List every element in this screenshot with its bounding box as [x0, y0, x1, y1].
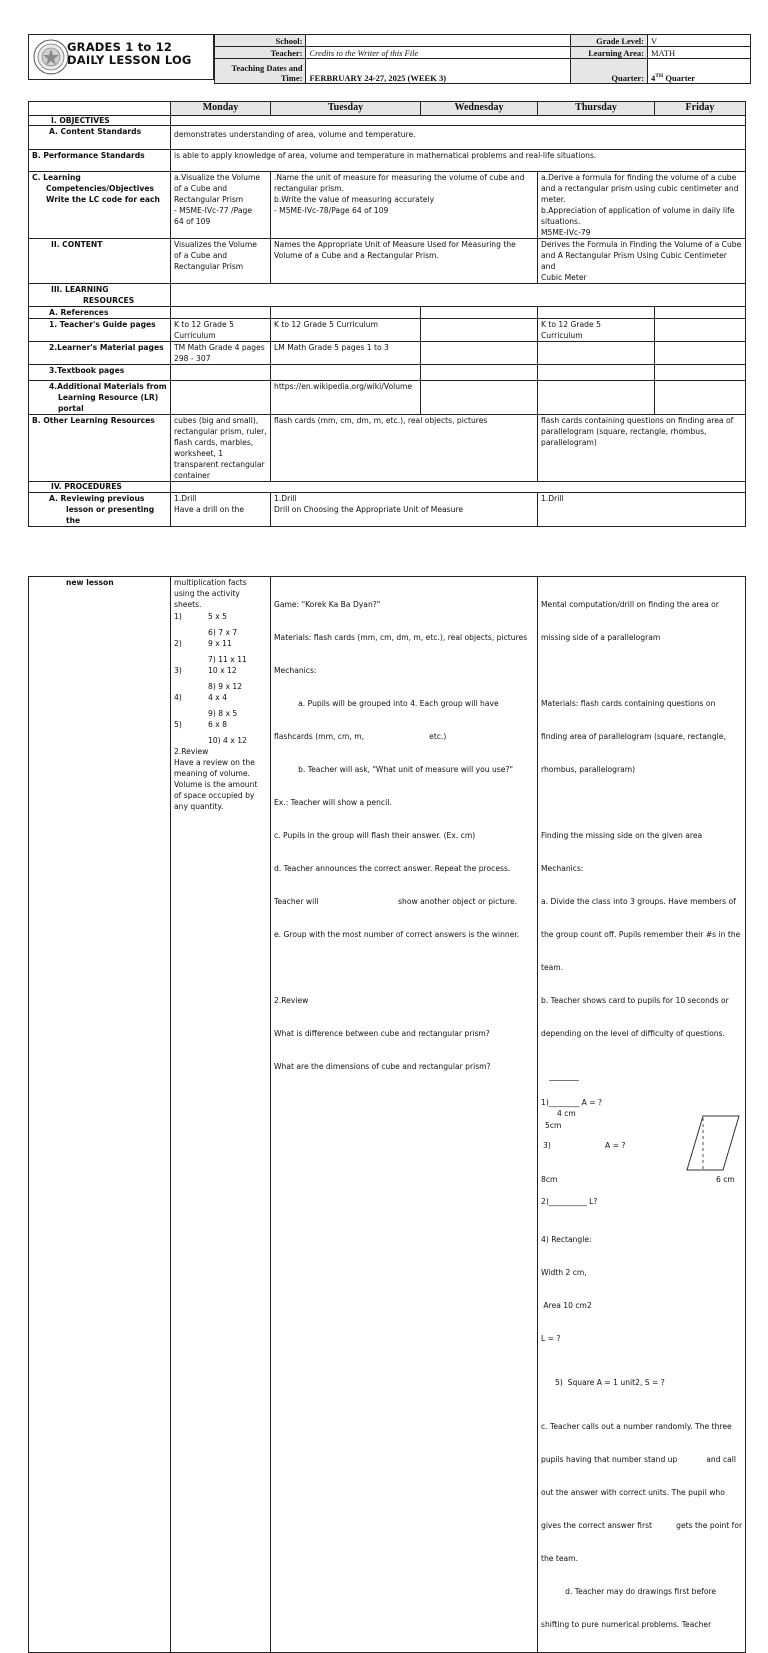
quarter-number: 4 [651, 73, 656, 83]
text-line: flashcards (mm, cm, m, etc.) [274, 732, 447, 741]
square-figure-top [549, 1080, 579, 1081]
text-line: Rectangular Prism [174, 195, 244, 204]
text-line: lesson or presenting the [66, 505, 155, 525]
cell [655, 342, 746, 365]
text-line: rectangular prism. [274, 184, 344, 193]
parallelogram-figure [685, 1114, 741, 1172]
text-line: a. Pupils will be grouped into 4. Each group will have [274, 699, 499, 708]
fact-expression: 4 x 4 [208, 693, 227, 702]
text-line [541, 665, 742, 676]
day-tuesday: Tuesday [271, 102, 421, 116]
text-line: 4.Additional Materials from [49, 382, 167, 391]
cell [271, 365, 421, 381]
learners-material-monday [171, 342, 271, 365]
fact-number: 1) [174, 612, 182, 621]
other-resources-tuesday: flash cards (mm, cm, dm, m, etc.), real objects, pictures [271, 415, 538, 482]
text-line: A. Reviewing previous [49, 494, 145, 503]
day-monday: Monday [171, 102, 271, 116]
fact-item [174, 692, 267, 703]
text-line: Width 2 cm, [541, 1268, 587, 1277]
lesson-log-table-continued [28, 576, 746, 1653]
content-thursday [538, 239, 746, 284]
area-figures [541, 1072, 742, 1212]
text-line: team. [541, 963, 564, 972]
fact-item [174, 719, 267, 730]
text-line: gives the correct answer first gets the point for [541, 1521, 743, 1530]
question-1-side: 4 cm [557, 1109, 576, 1118]
objectives-cell [171, 116, 746, 126]
quarter-word: Quarter [663, 73, 696, 83]
text-line: Mechanics: [274, 666, 317, 675]
text-line: 1.Drill [274, 494, 297, 503]
fact-item: 8) 9 x 12 [208, 682, 243, 691]
text-line: 2.Review [274, 996, 309, 1005]
text-line: portal [58, 404, 84, 413]
cell [421, 381, 538, 415]
text-line: c. Teacher calls out a number randomly. The three [541, 1422, 732, 1431]
text-line: worksheet, 1 [174, 449, 224, 458]
procedures-cell [171, 482, 746, 493]
corner-cell [29, 102, 171, 116]
question-1-base: 5cm [545, 1121, 562, 1130]
text-line: situations. [541, 217, 581, 226]
learners-material-label: 2.Learner's Material pages [29, 342, 171, 365]
cell [538, 307, 655, 319]
text-line: Ex.: Teacher will show a pencil. [274, 798, 392, 807]
text-line: Have a review on the [174, 758, 255, 767]
cell [421, 307, 538, 319]
dll-title-box [28, 34, 214, 80]
text-line: Area 10 cm2 [541, 1301, 592, 1310]
competencies-label [29, 172, 171, 239]
content-tuesday [271, 239, 538, 284]
text-line: Names the Appropriate Unit of Measure Used for Measuring the [274, 240, 516, 249]
text-line: Curriculum [174, 331, 216, 340]
text-line [541, 797, 742, 808]
fact-expression: 6 x 8 [208, 720, 227, 729]
text-line: parallelogram) [541, 438, 597, 447]
text-line: Have a drill on the [174, 505, 245, 514]
fact-expression: 10 x 12 [208, 666, 237, 675]
teaching-dates-label-2: Time: [280, 73, 303, 83]
multiplication-facts-list [174, 611, 267, 746]
text-line: pupils having that number stand up and call [541, 1455, 737, 1464]
text-line: b.Appreciation of application of volume in daily life [541, 206, 735, 215]
text-line: Finding the missing side on the given area [541, 831, 703, 840]
text-line: 298 - 307 [174, 354, 211, 363]
text-line: TM Math Grade 4 pages [174, 343, 265, 352]
other-resources-thursday [538, 415, 746, 482]
text-line [274, 962, 534, 973]
text-line: Cubic Meter [541, 273, 587, 282]
text-line: using the activity [174, 589, 240, 598]
teachers-guide-thursday [538, 319, 655, 342]
learning-resources-label [29, 284, 171, 307]
new-lesson-monday [171, 577, 271, 1653]
cell [421, 365, 538, 381]
quarter-value [648, 59, 751, 84]
text-line: 2.Review [174, 747, 209, 756]
day-friday: Friday [655, 102, 746, 116]
new-lesson-label: new lesson [29, 577, 171, 1653]
question-3: 3) [543, 1141, 551, 1150]
question-1: 1)________ A = ? [541, 1098, 602, 1107]
learning-area-label: Learning Area: [570, 47, 647, 59]
learners-material-tuesday: LM Math Grade 5 pages 1 to 3 [271, 342, 421, 365]
text-line: cubes (big and small), [174, 416, 259, 425]
text-line: flash cards, marbles, [174, 438, 254, 447]
fact-item [174, 665, 267, 676]
text-line: RESOURCES [83, 296, 135, 305]
text-line: Volume of a Cube and a Rectangular Prism. [274, 251, 439, 260]
fact-item: 10) 4 x 12 [208, 736, 247, 745]
objectives-label: I. OBJECTIVES [29, 116, 171, 126]
header-info-table [214, 34, 751, 84]
teacher-label: Teacher: [215, 47, 306, 59]
text-line: rectangular prism, ruler, [174, 427, 267, 436]
competencies-label-1: C. Learning [32, 173, 81, 182]
text-line: container [174, 471, 210, 480]
text-line: What is difference between cube and rectangular prism? [274, 1029, 490, 1038]
text-line: Derives the Formula in Finding the Volume of a Cube [541, 240, 742, 249]
text-line: a.Derive a formula for finding the volume of a cube [541, 173, 737, 182]
fact-expression: 9 x 11 [208, 639, 232, 648]
text-line: a.Visualize the Volume [174, 173, 261, 182]
learning-resources-cell [171, 284, 746, 307]
text-line: b. Teacher shows card to pupils for 10 seconds or [541, 996, 729, 1005]
fact-number: 3) [174, 666, 182, 675]
new-lesson-tuesday [271, 577, 538, 1653]
text-line: transparent rectangular [174, 460, 265, 469]
fact-number: 4) [174, 693, 182, 702]
text-line: Teacher will show another object or picture. [274, 897, 518, 906]
question-3-height: 6 cm [716, 1175, 735, 1184]
other-resources-monday [171, 415, 271, 482]
text-line: rhombus, parallelogram) [541, 765, 636, 774]
new-lesson-thursday [538, 577, 746, 1653]
day-thursday: Thursday [538, 102, 655, 116]
content-label: II. CONTENT [29, 239, 171, 284]
text-line: III. LEARNING [51, 285, 109, 294]
teaching-dates-label [215, 59, 306, 84]
competencies-thursday [538, 172, 746, 239]
cell [538, 381, 655, 415]
text-line: finding area of parallelogram (square, rectangle, [541, 732, 726, 741]
title-line-1: GRADES 1 to 12 [67, 40, 173, 54]
cell [421, 342, 538, 365]
school-value [306, 35, 570, 47]
text-line: e. Group with the most number of correct answers is the winner. [274, 930, 520, 939]
text-line: Visualizes the Volume [174, 240, 257, 249]
content-standards-label: A. Content Standards [29, 126, 171, 150]
text-line: b. Teacher will ask, "What unit of measure will you use?" [274, 765, 513, 774]
lesson-log-table [28, 101, 746, 527]
text-line: 4) Rectangle: [541, 1235, 592, 1244]
cell [421, 319, 538, 342]
text-line: What are the dimensions of cube and rectangular prism? [274, 1062, 491, 1071]
text-line: and a rectangular prism using cubic centimeter and [541, 184, 739, 193]
deped-seal-icon [33, 39, 69, 75]
text-line: .Name the unit of measure for measuring the volume of cube and [274, 173, 525, 182]
reviewing-monday [171, 493, 271, 527]
quarter-label: Quarter: [570, 59, 647, 84]
procedures-label: IV. PROCEDURES [29, 482, 171, 493]
fact-expression: 5 x 5 [208, 612, 227, 621]
grade-level-value: V [648, 35, 751, 47]
text-line: depending on the level of difficulty of questions. [541, 1029, 725, 1038]
text-line: the group count off. Pupils remember their #s in the [541, 930, 741, 939]
cell [171, 381, 271, 415]
cell [271, 307, 421, 319]
performance-standards-label: B. Performance Standards [29, 150, 171, 172]
dll-title [67, 41, 192, 67]
competencies-monday [171, 172, 271, 239]
learning-area-value: MATH [648, 47, 751, 59]
content-monday [171, 239, 271, 284]
additional-materials-label [29, 381, 171, 415]
fact-item: 6) 7 x 7 [208, 628, 238, 637]
text-line: missing side of a parallelogram [541, 633, 661, 642]
text-line: Mental computation/drill on finding the area or [541, 600, 719, 609]
text-line: a. Divide the class into 3 groups. Have members of [541, 897, 736, 906]
text-line: 5) Square A = 1 unit2, S = ? [555, 1378, 665, 1387]
title-line-2: DAILY LESSON LOG [67, 53, 192, 67]
text-line: - M5ME-IVc-77 /Page [174, 206, 252, 215]
text-line: multiplication facts [174, 578, 247, 587]
text-line: c. Pupils in the group will flash their answer. (Ex. cm) [274, 831, 476, 840]
text-line: of space occupied by [174, 791, 255, 800]
teaching-dates-label-1: Teaching Dates and [231, 63, 303, 73]
text-line: the team. [541, 1554, 578, 1563]
fact-number: 2) [174, 639, 182, 648]
question-3-base: 8cm [541, 1175, 558, 1184]
text-line: - M5ME-IVc-78/Page 64 of 109 [274, 206, 389, 215]
text-line: Materials: flash cards containing questions on [541, 699, 716, 708]
day-wednesday: Wednesday [421, 102, 538, 116]
text-line: meaning of volume. [174, 769, 250, 778]
performance-standards-value: is able to apply knowledge of area, volume and temperature in mathematical problems and real-life situations. [171, 150, 746, 172]
competencies-label-3: Write the LC code for each [46, 195, 160, 204]
fact-item: 7) 11 x 11 [208, 655, 247, 664]
text-line: M5ME-IVc-79 [541, 228, 591, 237]
cell [655, 319, 746, 342]
question-2: 2)__________ L? [541, 1197, 598, 1206]
cell [538, 365, 655, 381]
reviewing-thursday: 1.Drill [538, 493, 746, 527]
school-label: School: [215, 35, 306, 47]
text-line: and A Rectangular Prism Using Cubic Centimeter and [541, 251, 727, 271]
text-line: d. Teacher announces the correct answer. Repeat the process. [274, 864, 511, 873]
text-line: Volume is the amount [174, 780, 258, 789]
references-label: A. References [29, 307, 171, 319]
cell [655, 307, 746, 319]
other-resources-label: B. Other Learning Resources [29, 415, 171, 482]
text-line: b.Write the value of measuring accurately [274, 195, 435, 204]
cell [171, 365, 271, 381]
text-line: of a Cube and [174, 251, 228, 260]
text-line: Drill on Choosing the Appropriate Unit of Measure [274, 505, 464, 514]
text-line: Rectangular Prism [174, 262, 244, 271]
text-line: Learning Resource (LR) [58, 393, 159, 402]
cell [655, 365, 746, 381]
teaching-dates-value: FERBRUARY 24-27, 2025 (WEEK 3) [306, 59, 570, 84]
competencies-tuesday [271, 172, 538, 239]
teacher-value: Credits to the Writer of this File [306, 47, 570, 59]
cell [655, 381, 746, 415]
reviewing-previous-label [29, 493, 171, 527]
text-line: K to 12 Grade 5 [541, 320, 601, 329]
text-line: L = ? [541, 1334, 561, 1343]
textbook-pages-label: 3.Textbook pages [29, 365, 171, 381]
additional-materials-tuesday: https://en.wikipedia.org/wiki/Volume [271, 381, 421, 415]
text-line: flash cards containing questions on finding area of [541, 416, 734, 425]
text-line: any quantity. [174, 802, 224, 811]
text-line: K to 12 Grade 5 [174, 320, 234, 329]
grade-level-label: Grade Level: [570, 35, 647, 47]
text-line: parallelogram (square, rectangle, rhombus, [541, 427, 707, 436]
text-line: sheets. [174, 600, 202, 609]
teachers-guide-tuesday: K to 12 Grade 5 Curriculum [271, 319, 421, 342]
teachers-guide-monday [171, 319, 271, 342]
reviewing-tuesday [271, 493, 538, 527]
text-line: 1.Drill [174, 494, 197, 503]
teachers-guide-label: 1. Teacher's Guide pages [29, 319, 171, 342]
text-line: d. Teacher may do drawings first before [541, 1587, 717, 1596]
text-line: Curriculum [541, 331, 583, 340]
fact-item: 9) 8 x 5 [208, 709, 238, 718]
text-line: shifting to pure numerical problems. Teacher [541, 1620, 712, 1629]
text-line: of a Cube and [174, 184, 228, 193]
competencies-label-2: Competencies/Objectives [46, 184, 155, 193]
cell [171, 307, 271, 319]
text-line: meter. [541, 195, 566, 204]
quarter-suffix: TH [655, 73, 664, 80]
fact-number: 5) [174, 720, 182, 729]
fact-item [174, 638, 267, 649]
text-line: Game: "Korek Ka Ba Dyan?" [274, 600, 381, 609]
text-line: Mechanics: [541, 864, 584, 873]
fact-item [174, 611, 267, 622]
content-standards-value: demonstrates understanding of area, volume and temperature. [171, 126, 746, 150]
text-line: Materials: flash cards (mm, cm, dm, m, etc.), real objects, pictures [274, 633, 528, 642]
question-3-area: A = ? [605, 1141, 626, 1150]
text-line: 64 of 109 [174, 217, 211, 226]
cell [538, 342, 655, 365]
text-line: out the answer with correct units. The pupil who [541, 1488, 725, 1497]
